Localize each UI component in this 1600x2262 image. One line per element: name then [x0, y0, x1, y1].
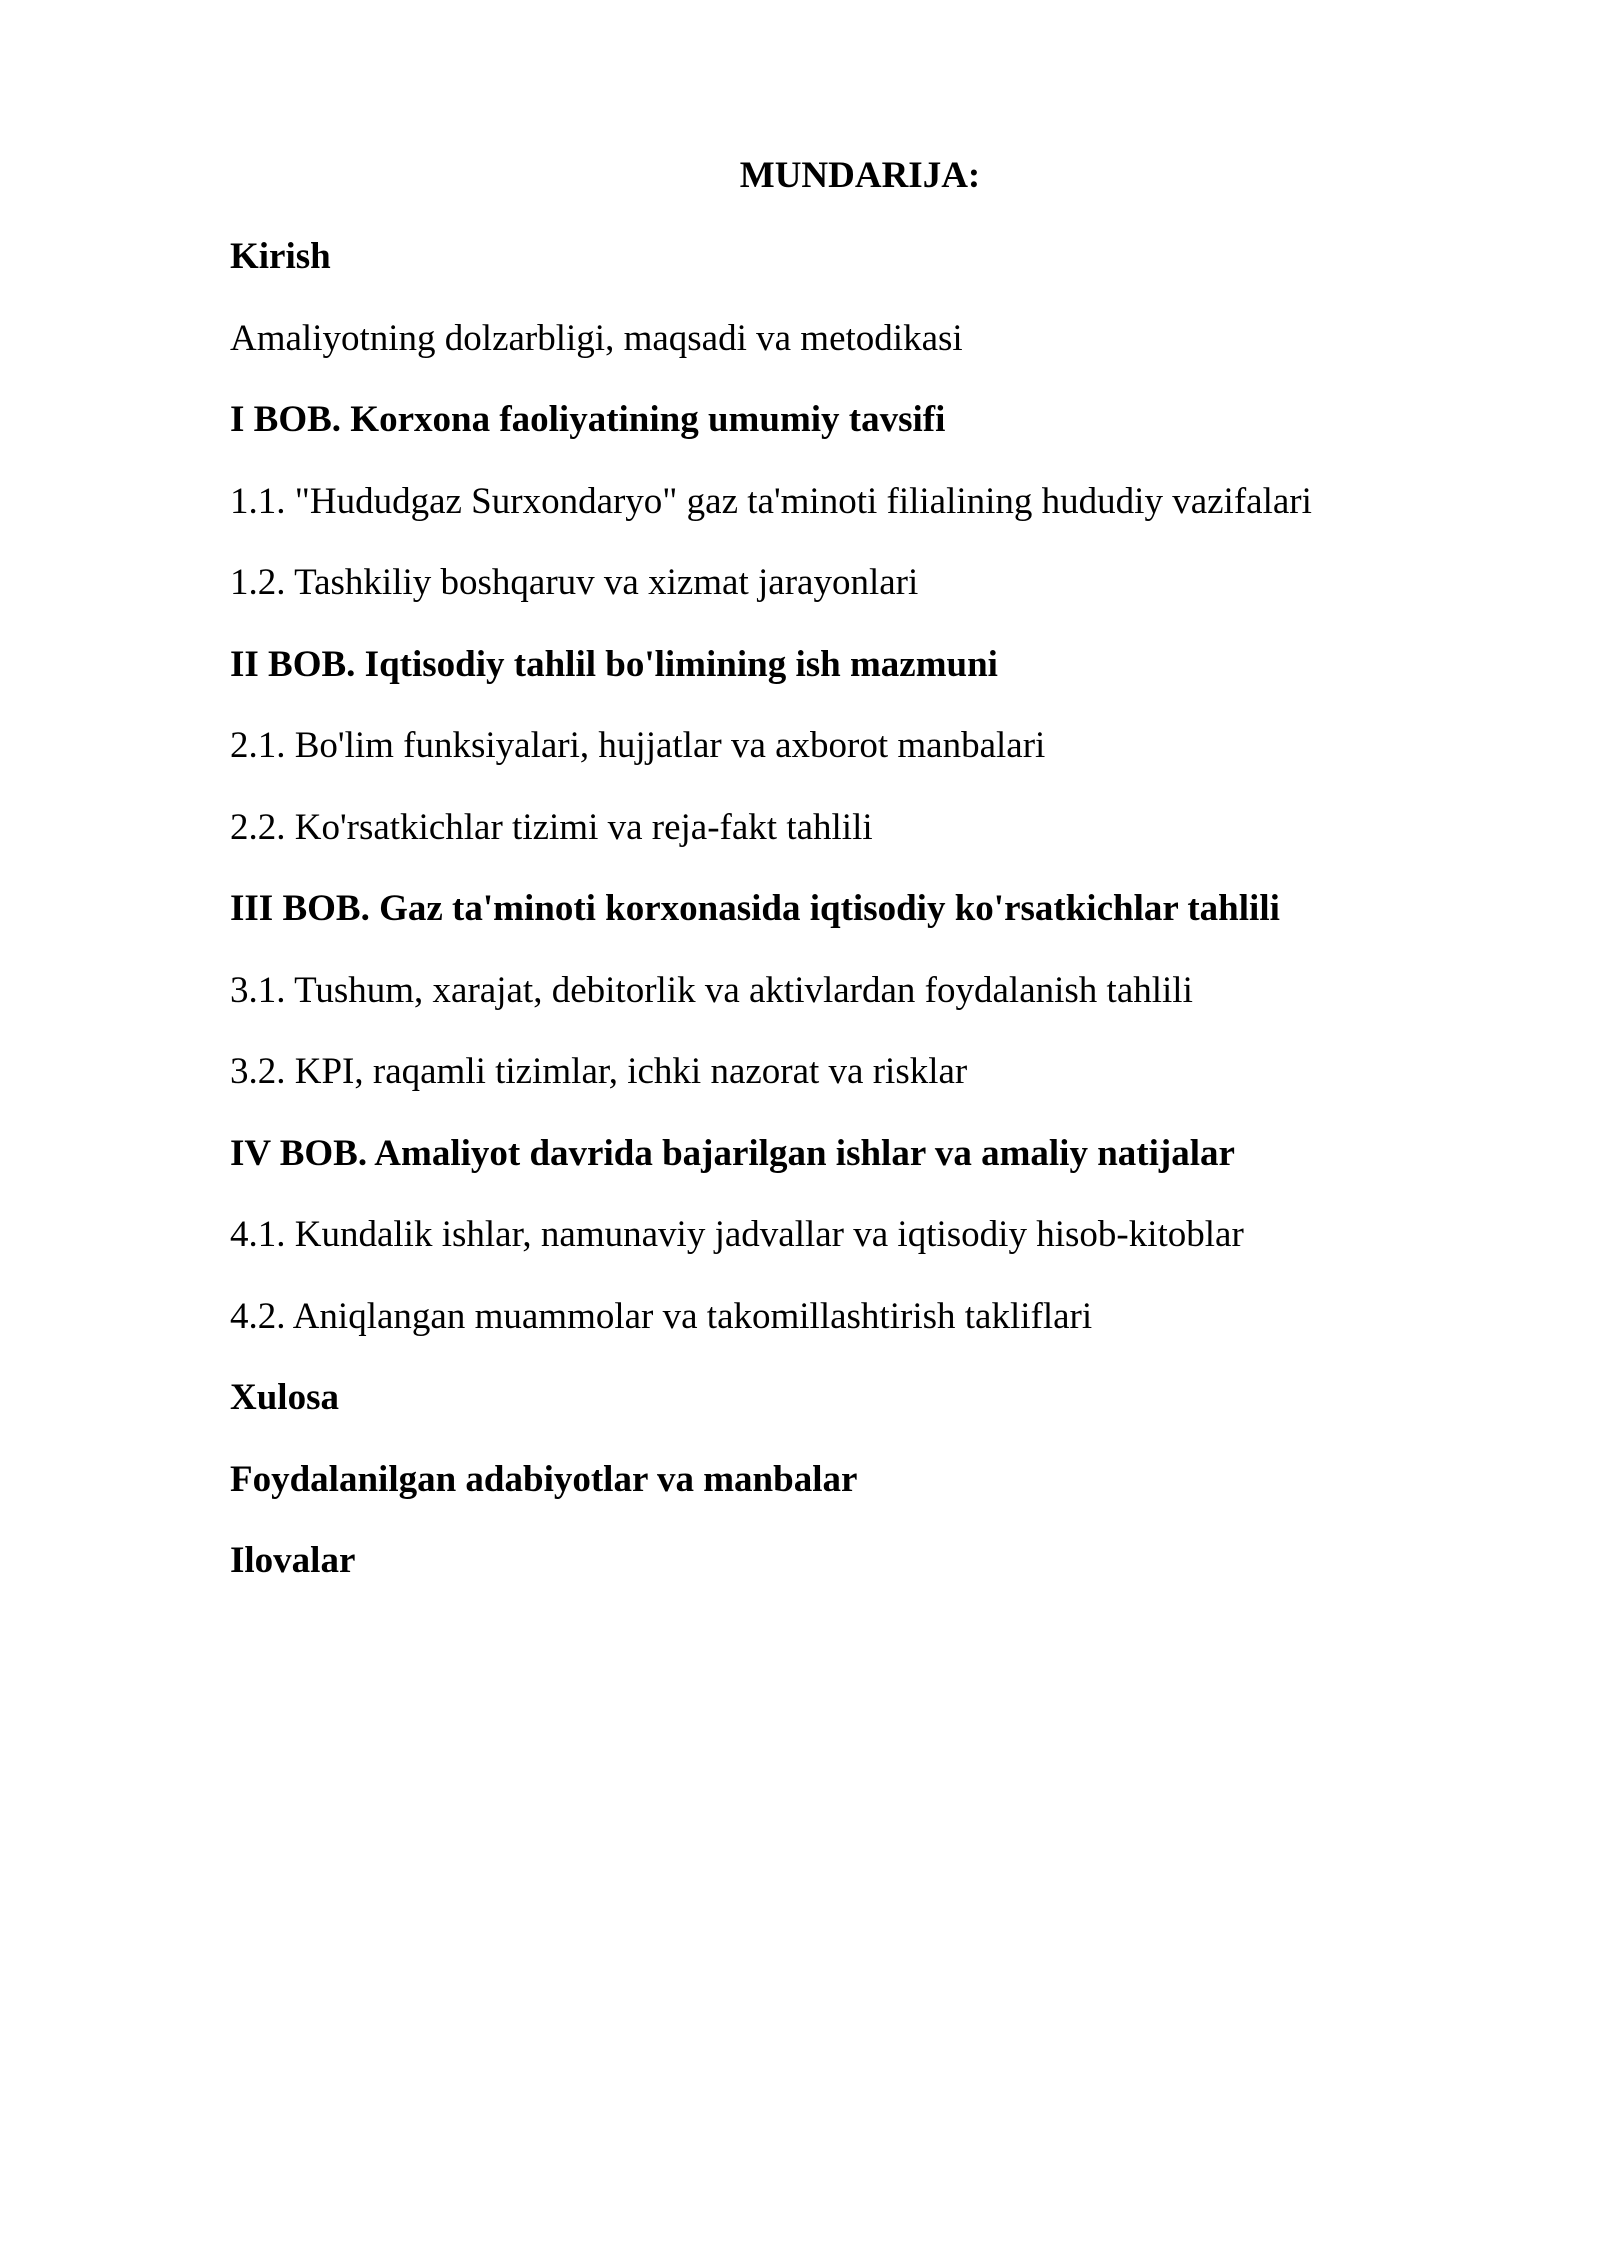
toc-subentry: 4.2. Aniqlangan muammolar va takomillashtirish takliflari — [230, 1295, 1093, 1337]
toc-heading: Kirish — [230, 236, 331, 277]
toc-heading: II BOB. Iqtisodiy tahlil bo'limining ish mazmuni — [230, 643, 998, 685]
toc-subentry: 3.1. Tushum, xarajat, debitorlik va aktivlardan foydalanish tahlili — [230, 969, 1193, 1011]
toc-heading: IV BOB. Amaliyot davrida bajarilgan ishlar va amaliy natijalar — [230, 1132, 1235, 1174]
toc-heading: I BOB. Korxona faoliyatining umumiy tavsifi — [230, 399, 946, 440]
toc-subentry: 2.1. Bo'lim funksiyalari, hujjatlar va axborot manbalari — [230, 725, 1046, 766]
toc-subentry: 1.2. Tashkiliy boshqaruv va xizmat jarayonlari — [230, 562, 919, 603]
page-title: MUNDARIJA: — [739, 155, 981, 196]
toc-subentry: 2.2. Ko'rsatkichlar tizimi va reja-fakt tahlili — [230, 806, 873, 848]
toc-heading: Foydalanilgan adabiyotlar va manbalar — [230, 1458, 858, 1500]
table-of-contents — [230, 233, 1430, 1619]
toc-subentry: 1.1. "Hududgaz Surxondaryo" gaz ta'minoti filialining hududiy vazifalari — [230, 480, 1312, 522]
toc-subentry: 4.1. Kundalik ishlar, namunaviy jadvallar va iqtisodiy hisob-kitoblar — [230, 1214, 1244, 1255]
toc-heading: III BOB. Gaz ta'minoti korxonasida iqtisodiy ko'rsatkichlar tahlili — [230, 888, 1280, 929]
toc-subentry: Amaliyotning dolzarbligi, maqsadi va metodikasi — [230, 317, 963, 359]
toc-subentry: 3.2. KPI, raqamli tizimlar, ichki nazorat va risklar — [230, 1051, 968, 1092]
toc-heading: Xulosa — [230, 1377, 339, 1418]
toc-heading: Ilovalar — [230, 1540, 356, 1581]
